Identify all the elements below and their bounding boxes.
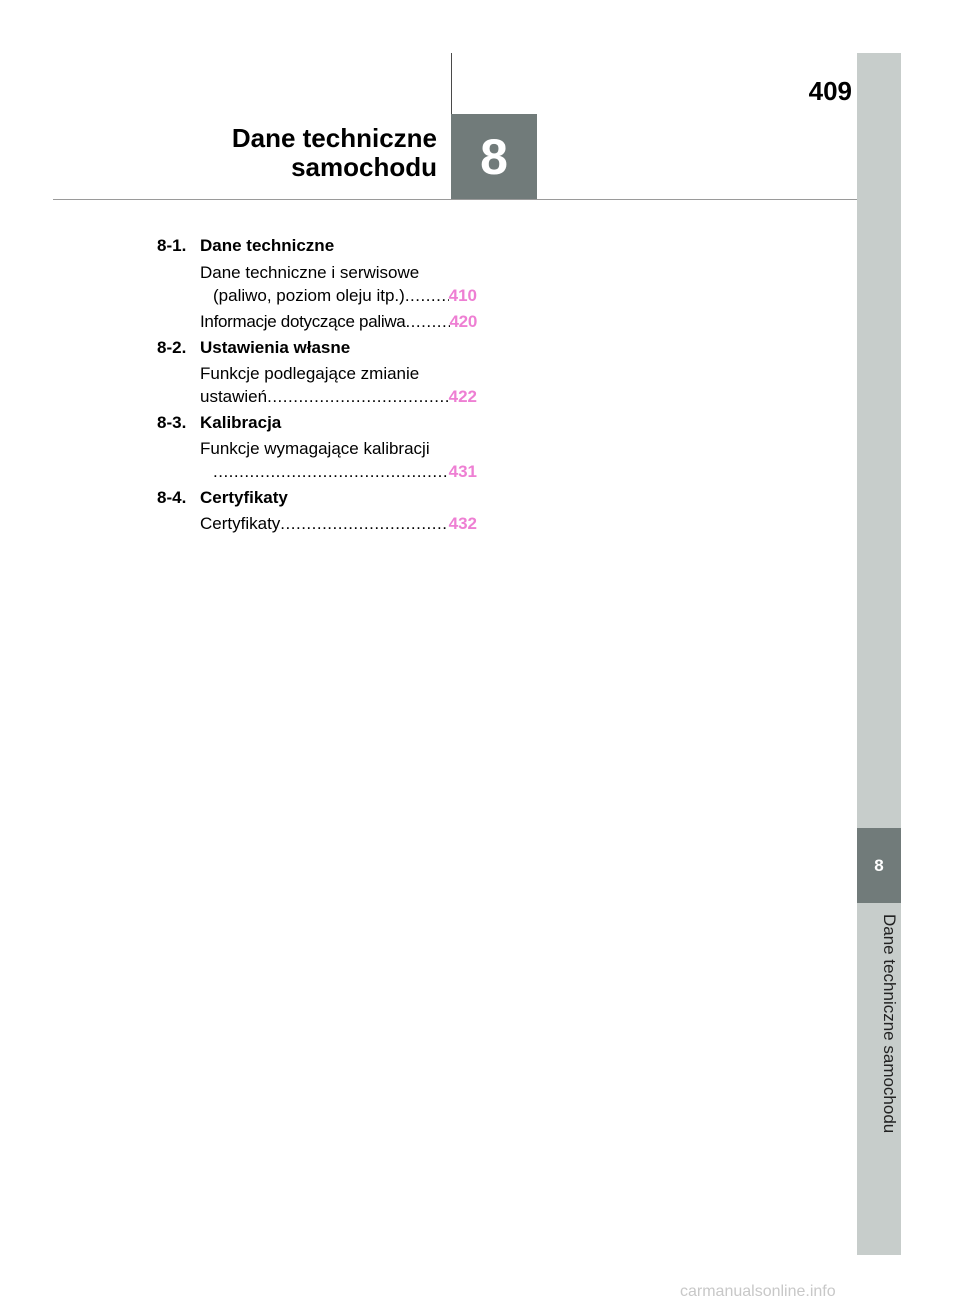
chapter-number: 8 <box>480 129 508 185</box>
toc-entry-label: Certyfikaty <box>200 514 281 533</box>
toc-entry-label: (paliwo, poziom oleju itp.) <box>213 286 405 305</box>
toc-entry-line[interactable]: Funkcje wymagające kalibracji <box>200 439 430 458</box>
chapter-title-line2: samochodu <box>291 152 437 182</box>
toc-entry-label: Informacje dotyczące paliwa <box>200 312 406 331</box>
dot-leader <box>405 286 449 306</box>
chapter-title-line1: Dane techniczne <box>231 123 437 153</box>
section-title[interactable]: Ustawienia własne <box>200 338 351 357</box>
toc-entry-line[interactable]: Funkcje podlegające zmianie <box>200 364 420 383</box>
dot-leader <box>267 387 449 407</box>
section-number: 8-2. <box>157 338 187 357</box>
chapter-tab-number: 8 <box>874 855 884 875</box>
sidebar-chapter-title: Dane techniczne samochodu <box>880 914 899 1134</box>
page-number: 409 <box>808 76 852 106</box>
toc-entry[interactable] <box>200 514 477 534</box>
page-link[interactable]: 422 <box>448 387 477 406</box>
toc-entry[interactable] <box>200 312 477 332</box>
page-link[interactable]: 431 <box>448 462 477 481</box>
toc-entry[interactable] <box>213 286 477 306</box>
chapter-title <box>150 124 437 182</box>
section-number: 8-1. <box>157 236 187 255</box>
toc-entry[interactable] <box>200 387 477 407</box>
toc-entry-line[interactable]: Dane techniczne i serwisowe <box>200 263 420 282</box>
page-link[interactable]: 420 <box>449 312 477 331</box>
section-number: 8-3. <box>157 413 187 432</box>
chapter-tab[interactable] <box>857 828 901 903</box>
section-title[interactable]: Kalibracja <box>200 413 282 432</box>
toc-entry[interactable] <box>213 462 477 482</box>
dot-leader <box>405 312 449 332</box>
header-vertical-divider <box>451 53 452 115</box>
page-link[interactable]: 432 <box>448 514 477 533</box>
header-rule <box>53 199 857 200</box>
section-title[interactable]: Certyfikaty <box>200 488 288 507</box>
page-link[interactable]: 410 <box>448 286 477 305</box>
watermark: carmanualsonline.info <box>680 1283 836 1300</box>
section-title[interactable]: Dane techniczne <box>200 236 335 255</box>
section-number: 8-4. <box>157 488 187 507</box>
chapter-number-box <box>451 114 537 200</box>
toc-entry-label: ustawień <box>200 387 268 406</box>
dot-leader <box>213 462 449 482</box>
dot-leader <box>280 514 448 534</box>
